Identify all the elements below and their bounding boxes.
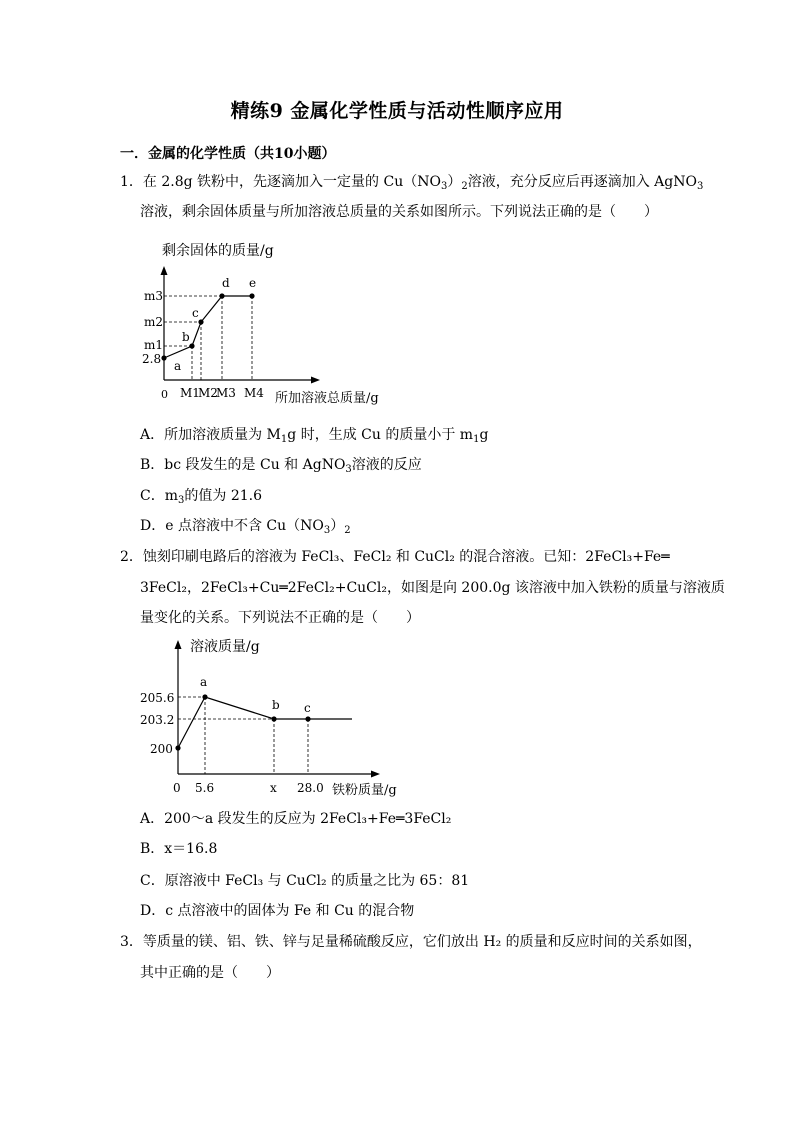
q2-y-label: 溶液质量/g bbox=[190, 639, 260, 655]
q1-option-a[interactable]: A．所加溶液质量为 $M_1g$ 时，生成 Cu 的质量小于 $m_1g$ bbox=[140, 427, 489, 445]
q2-xtick-56: 5.6 bbox=[195, 781, 215, 795]
q2-point-a bbox=[202, 694, 207, 699]
q2-y-arrow bbox=[175, 640, 182, 649]
q2-x-label: 铁粉质量/g bbox=[332, 783, 397, 798]
q2-option-a[interactable]: A．200～a 段发生的反应为 2FeCl₃+Fe═3FeCl₂ bbox=[140, 811, 452, 827]
q2-stem-line2: 3FeCl₂，2FeCl₃+Cu═2FeCl₂+CuCl₂，如图是向 200.0g 该溶液中加入铁粉的质量与溶液质 bbox=[140, 580, 725, 596]
q1-point-start bbox=[161, 355, 166, 360]
q1-stem-line1: 1．在 2.8g 铁粉中，先逐滴加入一定量的 $Cu(NO_3)_2$溶液，充分反应后再逐滴加入 AgNO$_3$ bbox=[120, 174, 704, 192]
q2-point-c bbox=[305, 716, 310, 721]
q1-y-arrow bbox=[161, 266, 168, 275]
q3-stem-line1: 3．等质量的镁、铝、铁、锌与足量稀硫酸反应，它们放出 H₂ 的质量和反应时间的关系如图， bbox=[120, 934, 702, 950]
q2-ytick-2032: 203.2 bbox=[140, 713, 175, 727]
q1-ytick-m1: m1 bbox=[144, 338, 164, 352]
q1-xtick-M4: M4 bbox=[244, 386, 264, 400]
q1-ytick-28: 2.8 bbox=[142, 352, 162, 366]
q2-point-start bbox=[175, 745, 180, 750]
q2-x-arrow bbox=[371, 771, 380, 778]
q1-curve bbox=[164, 296, 252, 358]
q1-option-b[interactable]: B．bc 段发生的是 Cu 和 AgNO$_3$溶液的反应 bbox=[140, 457, 422, 475]
q2-stem-line1: 2．蚀刻印刷电路后的溶液为 FeCl₃、FeCl₂ 和 CuCl₂ 的混合溶液。已知：2FeCl₃+Fe═ bbox=[120, 549, 670, 565]
q1-x-label: 所加溶液总质量/g bbox=[275, 391, 379, 406]
q2-figure bbox=[138, 632, 410, 800]
q1-xtick-M3: M3 bbox=[216, 386, 236, 400]
q2-curve bbox=[178, 697, 352, 748]
q1-label-c: c bbox=[192, 306, 199, 320]
q1-label-a: a bbox=[174, 359, 182, 373]
q3-stem-line2: 其中正确的是（ ） bbox=[140, 965, 280, 981]
q1-xtick-M2: M2 bbox=[198, 386, 218, 400]
q1-point-c bbox=[198, 319, 203, 324]
q1-x-arrow bbox=[311, 377, 320, 384]
q2-ytick-200: 200 bbox=[150, 742, 173, 756]
q1-xtick-M1: M1 bbox=[180, 386, 200, 400]
q1-label-e: e bbox=[249, 276, 257, 290]
q1-stem-line2: 溶液，剩余固体质量与所加溶液总质量的关系如图所示。下列说法正确的是（ ） bbox=[140, 204, 658, 220]
q1-point-b bbox=[189, 343, 194, 348]
q2-option-d[interactable]: D．c 点溶液中的固体为 Fe 和 Cu 的混合物 bbox=[140, 903, 415, 919]
q2-stem-line3: 量变化的关系。下列说法不正确的是（ ） bbox=[140, 610, 420, 626]
q2-label-a: a bbox=[200, 675, 208, 689]
q1-y-label: 剩余固体的质量/g bbox=[162, 243, 274, 259]
q1-label-d: d bbox=[222, 276, 230, 290]
page-title: 精练9 金属化学性质与活动性顺序应用 bbox=[230, 100, 564, 122]
q1-point-e bbox=[249, 293, 254, 298]
q2-origin: 0 bbox=[173, 781, 181, 795]
q2-option-b[interactable]: B．x＝16.8 bbox=[140, 841, 218, 857]
q1-point-d bbox=[219, 293, 224, 298]
q1-figure bbox=[130, 236, 400, 408]
q1-option-c[interactable]: C．$m_3$的值为 21.6 bbox=[140, 488, 262, 506]
section-heading: 一．金属的化学性质（共10小题） bbox=[120, 146, 336, 162]
q1-ytick-m2: m2 bbox=[144, 315, 164, 329]
q2-label-c: c bbox=[304, 701, 311, 715]
q1-label-b: b bbox=[182, 330, 190, 344]
q2-point-b bbox=[271, 716, 276, 721]
q1-origin: 0 bbox=[161, 388, 168, 401]
q2-ytick-2056: 205.6 bbox=[140, 691, 175, 705]
q1-ytick-m3: m3 bbox=[144, 289, 164, 303]
q2-xtick-x: x bbox=[270, 781, 277, 795]
q2-xtick-280: 28.0 bbox=[297, 781, 324, 795]
q2-option-c[interactable]: C．原溶液中 FeCl₃ 与 CuCl₂ 的质量之比为 65：81 bbox=[140, 873, 470, 889]
q1-option-d[interactable]: D．e 点溶液中不含 $Cu(NO_3)_2$ bbox=[140, 518, 351, 536]
q2-label-b: b bbox=[272, 698, 280, 712]
